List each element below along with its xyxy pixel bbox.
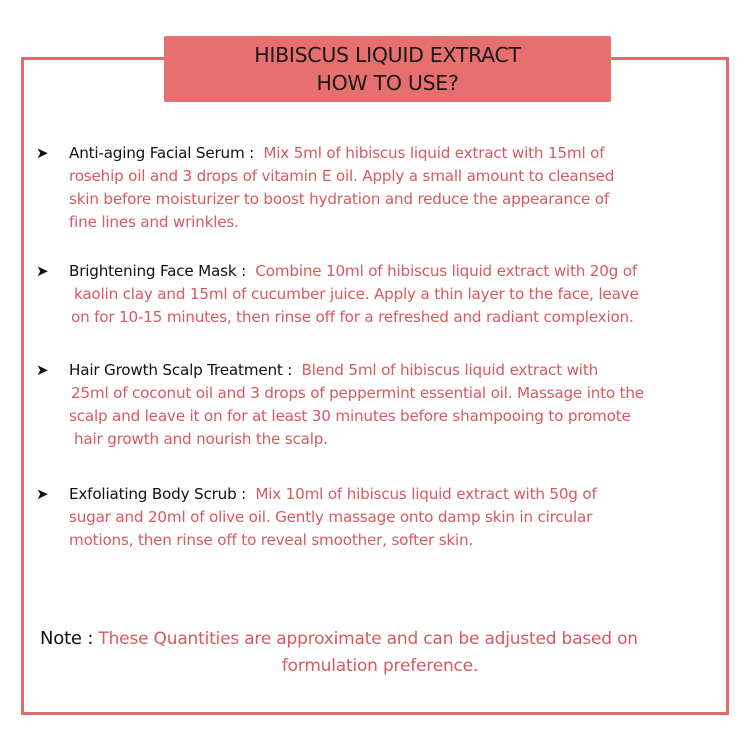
usage-item-scalp-treatment bbox=[36, 359, 726, 451]
arrowhead-bullet-icon: ➤ bbox=[36, 262, 49, 280]
usage-item-text: hair growth and nourish the scalp. bbox=[74, 430, 328, 448]
title-banner bbox=[164, 36, 611, 102]
note-label: Note : bbox=[40, 628, 94, 649]
usage-item-heading: Anti-aging Facial Serum : bbox=[69, 144, 255, 162]
usage-item-text: sugar and 20ml of olive oil. Gently massage onto damp skin in circular bbox=[69, 508, 593, 526]
usage-item-text: motions, then rinse off to reveal smoother, softer skin. bbox=[69, 531, 474, 549]
note-text: formulation preference. bbox=[281, 656, 479, 676]
usage-item-text: fine lines and wrinkles. bbox=[69, 213, 239, 231]
usage-item-text: Blend 5ml of hibiscus liquid extract with bbox=[301, 361, 598, 379]
usage-item-heading: Brightening Face Mask : bbox=[69, 262, 247, 280]
title-line-2: HOW TO USE? bbox=[316, 71, 459, 95]
usage-item-brightening-mask bbox=[36, 260, 726, 329]
usage-item-first-line bbox=[36, 483, 726, 506]
note-block bbox=[40, 625, 720, 680]
usage-item-text: kaolin clay and 15ml of cucumber juice. Apply a thin layer to the face, leave bbox=[74, 285, 639, 303]
usage-item-first-line bbox=[36, 142, 726, 165]
usage-item-anti-aging-serum bbox=[36, 142, 726, 234]
usage-item-text: scalp and leave it on for at least 30 minutes before shampooing to promote bbox=[69, 407, 631, 425]
note-first-line bbox=[40, 625, 720, 653]
usage-item-text: 25ml of coconut oil and 3 drops of peppermint essential oil. Massage into the bbox=[71, 384, 644, 402]
note-text: These Quantities are approximate and can be adjusted based on bbox=[98, 629, 638, 649]
usage-item-heading: Exfoliating Body Scrub : bbox=[69, 485, 247, 503]
usage-item-text: Combine 10ml of hibiscus liquid extract with 20g of bbox=[255, 262, 637, 280]
usage-item-first-line bbox=[36, 359, 726, 382]
arrowhead-bullet-icon: ➤ bbox=[36, 361, 49, 379]
usage-item-text: on for 10-15 minutes, then rinse off for a refreshed and radiant complexion. bbox=[71, 308, 634, 326]
title-line-1: HIBISCUS LIQUID EXTRACT bbox=[254, 43, 521, 67]
arrowhead-bullet-icon: ➤ bbox=[36, 485, 49, 503]
usage-item-text: rosehip oil and 3 drops of vitamin E oil. Apply a small amount to cleansed bbox=[69, 167, 615, 185]
usage-item-text: Mix 10ml of hibiscus liquid extract with 50g of bbox=[255, 485, 597, 503]
arrowhead-bullet-icon: ➤ bbox=[36, 144, 49, 162]
usage-item-first-line bbox=[36, 260, 726, 283]
usage-item-text: skin before moisturizer to boost hydration and reduce the appearance of bbox=[69, 190, 610, 208]
usage-item-text: Mix 5ml of hibiscus liquid extract with 15ml of bbox=[263, 144, 605, 162]
usage-item-body-scrub bbox=[36, 483, 726, 552]
usage-item-heading: Hair Growth Scalp Treatment : bbox=[69, 361, 293, 379]
